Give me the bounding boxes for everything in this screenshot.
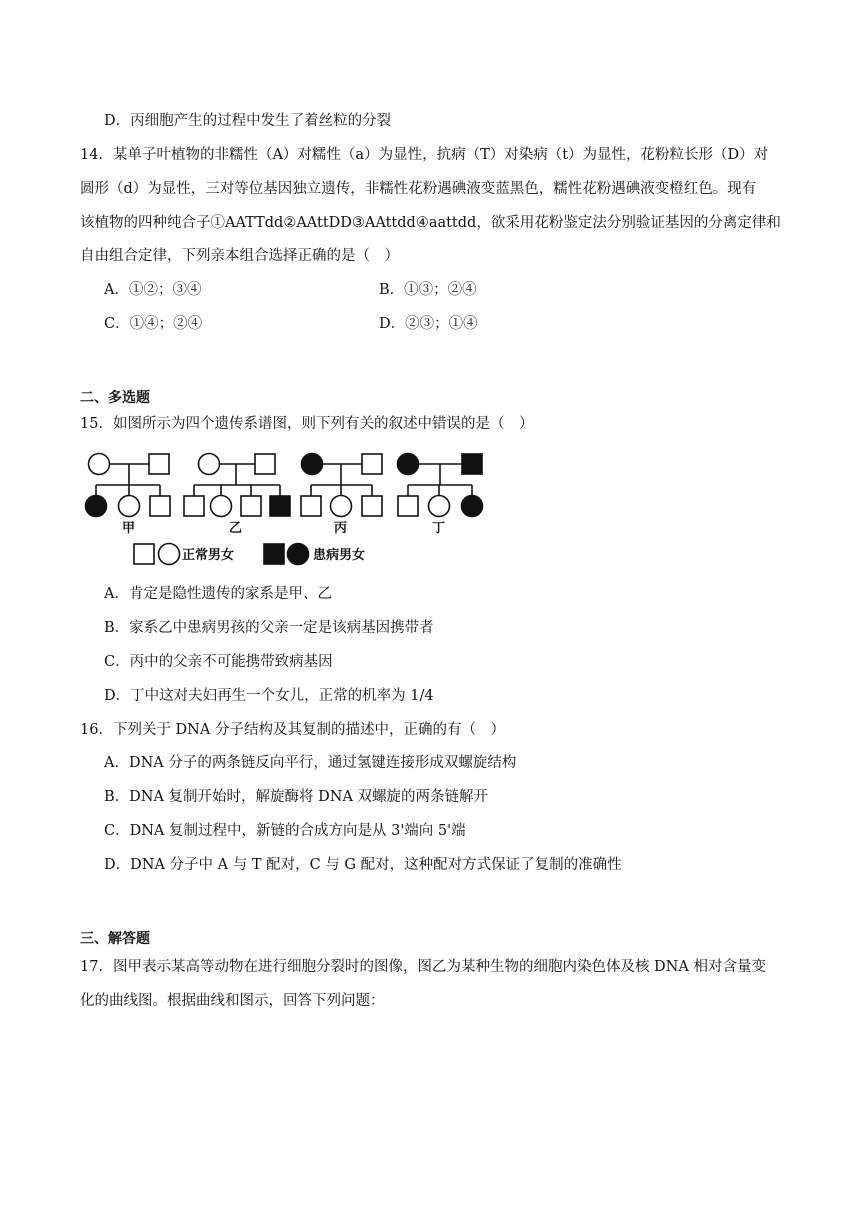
pedigree-son-affected (270, 496, 290, 516)
q17-line: 17．图甲表示某高等动物在进行细胞分裂时的图像，图乙为某种生物的细胞内染色体及核 DNA 相对含量变 (80, 959, 766, 975)
pedigree-son-normal (301, 496, 321, 516)
pedigree-son-normal (241, 496, 261, 516)
q14-line: 该植物的四种纯合子①AATTdd②AAttDD③AAttdd④aattdd，欲采用花粉鉴定法分别验证基因的分离定律和 (80, 215, 781, 231)
q14-line: 自由组合定律，下列亲本组合选择正确的是（ ） (80, 248, 399, 264)
q16-option-d: D．DNA 分子中 A 与 T 配对，C 与 G 配对，这种配对方式保证了复制的准确性 (104, 857, 622, 873)
q16-option-c: C．DNA 复制过程中，新链的合成方向是从 3'端向 5'端 (104, 823, 466, 839)
q15-option-d: D．丁中这对夫妇再生一个女儿，正常的机率为 1/4 (104, 688, 434, 704)
section-heading-multiple-choice: 二、多选题 (80, 390, 150, 406)
legend-affected-female-icon (288, 544, 309, 565)
pedigree-mother-normal (199, 454, 220, 475)
q16-option-b: B．DNA 复制开始时，解旋酶将 DNA 双螺旋的两条链解开 (104, 789, 489, 805)
pedigree-mother-normal (89, 454, 110, 475)
q14-option-c: C．①④；②④ (104, 316, 203, 332)
pedigree-label-bing: 丙 (334, 521, 348, 536)
pedigree-daughter-affected (86, 496, 107, 517)
q17-line: 化的曲线图。根据曲线和图示，回答下列问题： (80, 993, 385, 1009)
pedigree-son-normal (398, 496, 418, 516)
pedigree-father-normal (255, 454, 275, 474)
pedigree-daughter-normal (211, 496, 232, 517)
pedigree-son-normal (184, 496, 204, 516)
pedigree-father-normal (362, 454, 382, 474)
legend-normal-label: 正常男女 (182, 548, 235, 563)
pedigree-mother-affected (302, 454, 323, 475)
q15-stem: 15．如图所示为四个遗传系谱图，则下列有关的叙述中错误的是（ ） (80, 416, 534, 432)
q15-option-a: A．肯定是隐性遗传的家系是甲、乙 (104, 586, 332, 602)
q13-option-d: D．丙细胞产生的过程中发生了着丝粒的分裂 (104, 113, 392, 129)
pedigree-figure (82, 448, 492, 574)
legend-normal-female-icon (159, 544, 180, 565)
q14-option-b: B．①③；②④ (379, 282, 477, 298)
q15-option-c: C．丙中的父亲不可能携带致病基因 (104, 654, 333, 670)
pedigree-son-normal (150, 496, 170, 516)
pedigree-label-yi: 乙 (229, 521, 243, 536)
section-heading-answer-questions: 三、解答题 (80, 931, 150, 947)
q16-stem: 16．下列关于 DNA 分子结构及其复制的描述中，正确的有（ ） (80, 722, 505, 738)
pedigree-son-normal (362, 496, 382, 516)
pedigree-family-jia (86, 454, 171, 517)
pedigree-father-normal (149, 454, 169, 474)
pedigree-daughter-normal (331, 496, 352, 517)
pedigree-mother-affected (398, 454, 419, 475)
q14-line: 14．某单子叶植物的非糯性（A）对糯性（a）为显性，抗病（T）对染病（t）为显性，花粉粒长形（D）对 (80, 147, 769, 163)
pedigree-daughter-normal (429, 496, 450, 517)
q16-option-a: A．DNA 分子的两条链反向平行，通过氢键连接形成双螺旋结构 (104, 755, 517, 771)
legend-affected-male-icon (264, 544, 284, 564)
legend-normal-male-icon (134, 544, 154, 564)
pedigree-label-ding: 丁 (432, 521, 446, 536)
pedigree-label-jia: 甲 (122, 521, 136, 536)
q14-option-d: D．②③；①④ (379, 316, 478, 332)
pedigree-daughter-affected (462, 496, 483, 517)
pedigree-family-yi (184, 454, 290, 517)
pedigree-father-affected (462, 454, 482, 474)
pedigree-family-bing (301, 454, 382, 517)
legend-affected-label: 患病男女 (313, 548, 366, 563)
pedigree-family-ding (398, 454, 483, 517)
q14-option-a: A．①②；③④ (104, 282, 202, 298)
pedigree-daughter-normal (119, 496, 140, 517)
q14-line: 圆形（d）为显性，三对等位基因独立遗传，非糯性花粉遇碘液变蓝黑色，糯性花粉遇碘液变橙红色。现有 (80, 181, 757, 197)
q15-option-b: B．家系乙中患病男孩的父亲一定是该病基因携带者 (104, 620, 434, 636)
